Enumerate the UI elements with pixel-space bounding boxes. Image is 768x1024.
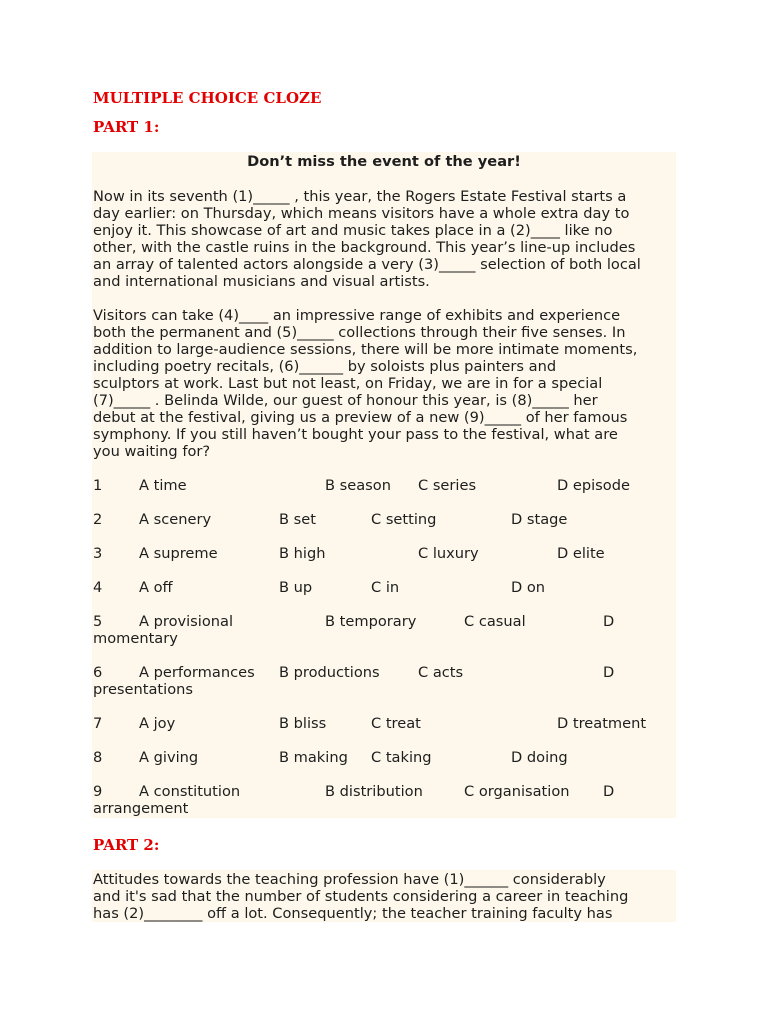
option-a: A performances <box>139 664 255 681</box>
option-b: B high <box>279 545 326 562</box>
option-a: A supreme <box>139 545 218 562</box>
paragraph1-line: an array of talented actors alongside a very (3)_____ selection of both local <box>93 256 641 273</box>
part2-line: Attitudes towards the teaching profession have (1)______ considerably <box>93 871 606 888</box>
option-c: C luxury <box>418 545 479 562</box>
paragraph1-line: day earlier: on Thursday, which means visitors have a whole extra day to <box>93 205 630 222</box>
option-a: A constitution <box>139 783 241 800</box>
option-d: D stage <box>511 511 568 528</box>
question-number: 6 <box>93 664 103 681</box>
option-d: D episode <box>557 477 630 494</box>
part2-label: PART 2: <box>93 836 160 854</box>
question-number: 3 <box>93 545 103 562</box>
option-c: C treat <box>371 715 421 732</box>
option-d-wrap: arrangement <box>93 800 189 817</box>
option-b: B season <box>325 477 391 494</box>
question-number: 1 <box>93 477 103 494</box>
option-d: D doing <box>511 749 568 766</box>
paragraph1-line: other, with the castle ruins in the background. This year’s line-up includes <box>93 239 636 256</box>
paragraph2-line: Visitors can take (4)____ an impressive range of exhibits and experience <box>93 307 621 324</box>
option-d: D on <box>511 579 546 596</box>
option-c: C setting <box>371 511 437 528</box>
option-d-wrap: momentary <box>93 630 178 647</box>
option-b: B temporary <box>325 613 417 630</box>
paragraph2-line: addition to large-audience sessions, there will be more intimate moments, <box>93 341 638 358</box>
paragraph2-line: sculptors at work. Last but not least, on Friday, we are in for a special <box>93 375 603 392</box>
question-number: 5 <box>93 613 103 630</box>
option-a: A time <box>139 477 187 494</box>
paragraph1-line: enjoy it. This showcase of art and music takes place in a (2)____ like no <box>93 222 613 239</box>
option-b: B productions <box>279 664 380 681</box>
part2-line: has (2)________ off a lot. Consequently; the teacher training faculty has <box>93 905 613 922</box>
option-b: B set <box>279 511 316 528</box>
option-b: B distribution <box>325 783 423 800</box>
option-c: C organisation <box>464 783 570 800</box>
option-a: A giving <box>139 749 199 766</box>
option-c: C series <box>418 477 477 494</box>
option-c: C in <box>371 579 400 596</box>
option-b: B up <box>279 579 313 596</box>
option-b: B bliss <box>279 715 327 732</box>
option-a: A off <box>139 579 173 596</box>
question-number: 9 <box>93 783 103 800</box>
paragraph2-line: both the permanent and (5)_____ collections through their five senses. In <box>93 324 626 341</box>
paragraph2-line: debut at the festival, giving us a preview of a new (9)_____ of her famous <box>93 409 628 426</box>
option-c: C casual <box>464 613 526 630</box>
option-d: D <box>603 783 615 800</box>
paragraph2-line: you waiting for? <box>93 443 211 460</box>
paragraph2-line: (7)_____ . Belinda Wilde, our guest of honour this year, is (8)_____ her <box>93 392 598 409</box>
paragraph2-line: including poetry recitals, (6)______ by soloists plus painters and <box>93 358 557 375</box>
option-a: A provisional <box>139 613 234 630</box>
question-number: 8 <box>93 749 103 766</box>
question-number: 4 <box>93 579 103 596</box>
option-d: D <box>603 613 615 630</box>
option-d-wrap: presentations <box>93 681 193 698</box>
option-c: C taking <box>371 749 432 766</box>
document-heading: MULTIPLE CHOICE CLOZE <box>93 89 322 107</box>
part2-line: and it's sad that the number of students considering a career in teaching <box>93 888 629 905</box>
option-b: B making <box>279 749 348 766</box>
option-d: D treatment <box>557 715 647 732</box>
paragraph2-line: symphony. If you still haven’t bought your pass to the festival, what are <box>93 426 618 443</box>
paragraph1-line: Now in its seventh (1)_____ , this year, the Rogers Estate Festival starts a <box>93 188 627 205</box>
option-d: D <box>603 664 615 681</box>
option-c: C acts <box>418 664 464 681</box>
option-a: A scenery <box>139 511 212 528</box>
option-a: A joy <box>139 715 176 732</box>
passage-title: Don’t miss the event of the year! <box>247 153 521 170</box>
option-d: D elite <box>557 545 605 562</box>
paragraph1-line: and international musicians and visual artists. <box>93 273 430 290</box>
question-number: 2 <box>93 511 103 528</box>
part1-label: PART 1: <box>93 118 160 136</box>
question-number: 7 <box>93 715 103 732</box>
